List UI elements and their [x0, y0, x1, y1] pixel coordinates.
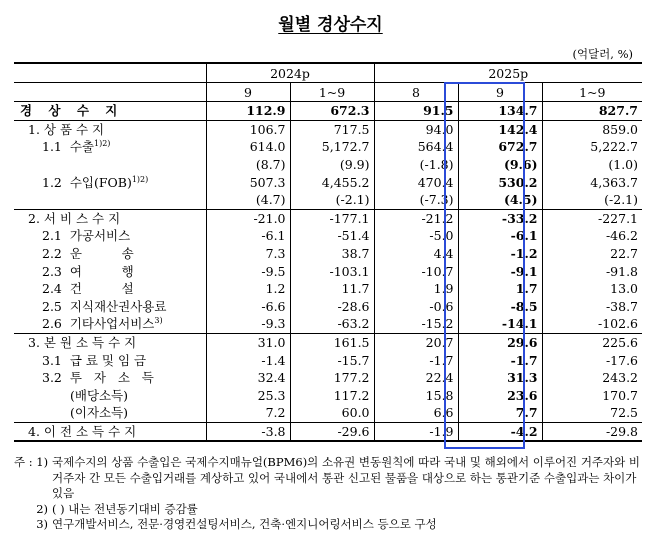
cell-value: 117.2: [290, 387, 374, 405]
row-label: [14, 191, 206, 209]
row-label-text: 1.2 수입(FOB): [42, 174, 132, 190]
row-label: [14, 262, 206, 280]
cell-value: -15.7: [290, 351, 374, 369]
row-label-text: 2.6 기타사업서비스: [42, 316, 155, 332]
cell-value: (-2.1): [290, 191, 374, 209]
cell-value: -6.6: [206, 298, 290, 316]
cell-value: 859.0: [542, 120, 642, 138]
cell-value: (1.0): [542, 156, 642, 174]
footnote-text: 국제수지의 상품 수출입은 국제수지매뉴얼(BPM6)의 소유권 변동원칙에 따라 국내 및 해외에서 이루어진 거주자와 비거주자 간 모든 수출입거래를 계상하고 있어 국내에서 통관 신고된 물품을 대상으로 하는 통관기준 수출입과는 차이가 있음: [52, 455, 641, 500]
cell-value: -21.0: [206, 209, 290, 227]
cell-value: (-7.3): [374, 191, 458, 209]
cell-value: 13.0: [542, 280, 642, 298]
cell-value: 134.7: [458, 102, 542, 121]
row-label: [14, 120, 206, 138]
table-row: [14, 262, 642, 280]
cell-value: -17.6: [542, 351, 642, 369]
row-label: [14, 422, 206, 441]
row-label: [14, 245, 206, 263]
table-row: [14, 369, 642, 387]
cell-value: (9.9): [290, 156, 374, 174]
cell-value: 7.2: [206, 404, 290, 422]
cell-value: 22.4: [374, 369, 458, 387]
cell-value: 23.6: [458, 387, 542, 405]
cell-value: 7.3: [206, 245, 290, 263]
cell-value: -15.2: [374, 315, 458, 333]
footnote-1: [14, 455, 642, 502]
row-label-text: 2.5 지식재산권사용료: [42, 298, 167, 314]
cell-value: -29.6: [290, 422, 374, 441]
footnote-key: 2): [36, 501, 48, 516]
cell-value: 20.7: [374, 333, 458, 351]
cell-value: 5,172.7: [290, 138, 374, 156]
cell-value: -38.7: [542, 298, 642, 316]
current-account-table: [14, 62, 642, 442]
row-label: [14, 404, 206, 422]
footnote-3: [14, 517, 642, 533]
cell-value: -51.4: [290, 227, 374, 245]
cell-value: -33.2: [458, 209, 542, 227]
table-body: [14, 102, 642, 442]
cell-value: 22.7: [542, 245, 642, 263]
row-label: [14, 227, 206, 245]
cell-value: (9.6): [458, 156, 542, 174]
header-blank: [14, 63, 206, 83]
cell-value: -8.5: [458, 298, 542, 316]
row-label-text: 2.3 여 행: [42, 263, 134, 279]
unit-label: (억달러, %): [572, 47, 633, 61]
cell-value: -9.5: [206, 262, 290, 280]
footnote-key: 3): [36, 517, 48, 531]
row-label-text: 2.4 건 설: [42, 281, 134, 297]
cell-value: 6.6: [374, 404, 458, 422]
cell-value: -3.8: [206, 422, 290, 441]
cell-value: 4,363.7: [542, 173, 642, 191]
cell-value: 72.5: [542, 404, 642, 422]
cell-value: -6.1: [458, 227, 542, 245]
footnotes: [14, 455, 642, 533]
footnote-ref: 1)2): [131, 174, 149, 184]
cell-value: -1.2: [458, 245, 542, 263]
cell-value: -4.2: [458, 422, 542, 441]
row-label-text: 2. 서 비 스 수 지: [28, 210, 121, 226]
cell-value: 91.5: [374, 102, 458, 121]
cell-value: 31.3: [458, 369, 542, 387]
table-row: [14, 191, 642, 209]
row-label: [14, 102, 206, 121]
table-row: [14, 351, 642, 369]
cell-value: 672.3: [290, 102, 374, 121]
page-title: 월별 경상수지: [278, 15, 383, 35]
header-col: 9: [206, 83, 290, 102]
cell-value: -21.2: [374, 209, 458, 227]
table-row: [14, 333, 642, 351]
cell-value: -103.1: [290, 262, 374, 280]
header-col: 9: [458, 83, 542, 102]
cell-value: (4.7): [206, 191, 290, 209]
footnote-ref: 1)2): [93, 139, 111, 149]
row-label-text: (배당소득): [70, 387, 129, 403]
cell-value: -227.1: [542, 209, 642, 227]
table-row: [14, 209, 642, 227]
row-label-text: 1.1 수출: [42, 139, 94, 155]
cell-value: -0.6: [374, 298, 458, 316]
table-row: [14, 156, 642, 174]
row-label: [14, 173, 206, 191]
cell-value: -91.8: [542, 262, 642, 280]
cell-value: -9.3: [206, 315, 290, 333]
row-label-text: 2.2 운 송: [42, 246, 134, 262]
cell-value: 4.4: [374, 245, 458, 263]
header-year-2024: 2024p: [206, 63, 374, 83]
cell-value: 29.6: [458, 333, 542, 351]
cell-value: 11.7: [290, 280, 374, 298]
cell-value: 94.0: [374, 120, 458, 138]
cell-value: (-2.1): [542, 191, 642, 209]
table-row: [14, 387, 642, 405]
cell-value: 614.0: [206, 138, 290, 156]
cell-value: 60.0: [290, 404, 374, 422]
table-row: [14, 422, 642, 441]
footnote-key: 주 : 1): [14, 455, 49, 469]
cell-value: 1.2: [206, 280, 290, 298]
cell-value: 564.4: [374, 138, 458, 156]
cell-value: 225.6: [542, 333, 642, 351]
header-row-months: [14, 83, 642, 102]
row-label: [14, 333, 206, 351]
row-label: [14, 298, 206, 316]
table-row: [14, 280, 642, 298]
cell-value: -9.1: [458, 262, 542, 280]
row-label-text: 4. 이 전 소 득 수 지: [28, 423, 137, 439]
header-col: 1~9: [290, 83, 374, 102]
row-label: [14, 351, 206, 369]
header-row-years: [14, 63, 642, 83]
cell-value: (8.7): [206, 156, 290, 174]
cell-value: -46.2: [542, 227, 642, 245]
cell-value: 25.3: [206, 387, 290, 405]
table-row: [14, 404, 642, 422]
cell-value: 31.0: [206, 333, 290, 351]
cell-value: 470.4: [374, 173, 458, 191]
table-row: [14, 245, 642, 263]
cell-value: -102.6: [542, 315, 642, 333]
cell-value: 507.3: [206, 173, 290, 191]
cell-value: 243.2: [542, 369, 642, 387]
cell-value: -1.4: [206, 351, 290, 369]
footnote-text: ( ) 내는 전년동기대비 증감률: [52, 501, 198, 516]
row-label-text: 3.1 급 료 및 임 금: [42, 352, 147, 368]
cell-value: 5,222.7: [542, 138, 642, 156]
row-label-text: (이자소득): [70, 405, 129, 421]
row-label: [14, 156, 206, 174]
cell-value: 38.7: [290, 245, 374, 263]
row-label: [14, 315, 206, 333]
cell-value: -1.9: [374, 422, 458, 441]
cell-value: 4,455.2: [290, 173, 374, 191]
header-year-2025: 2025p: [374, 63, 642, 83]
header-col: 8: [374, 83, 458, 102]
cell-value: -6.1: [206, 227, 290, 245]
cell-value: 142.4: [458, 120, 542, 138]
cell-value: 1.9: [374, 280, 458, 298]
table-row: [14, 173, 642, 191]
footnote-ref: 3): [154, 316, 163, 326]
header-blank: [14, 83, 206, 102]
cell-value: 717.5: [290, 120, 374, 138]
table-row: [14, 102, 642, 121]
cell-value: 170.7: [542, 387, 642, 405]
cell-value: 32.4: [206, 369, 290, 387]
row-label: [14, 209, 206, 227]
row-label-text: 3.2 투 자 소 득: [42, 370, 154, 386]
cell-value: 1.7: [458, 280, 542, 298]
cell-value: -5.0: [374, 227, 458, 245]
table-row: [14, 138, 642, 156]
cell-value: -1.7: [374, 351, 458, 369]
cell-value: -29.8: [542, 422, 642, 441]
row-label-text: 경 상 수 지: [20, 103, 124, 119]
table-row: [14, 298, 642, 316]
row-label: [14, 387, 206, 405]
cell-value: 7.7: [458, 404, 542, 422]
row-label: [14, 369, 206, 387]
table-row: [14, 120, 642, 138]
cell-value: -63.2: [290, 315, 374, 333]
cell-value: -10.7: [374, 262, 458, 280]
cell-value: 112.9: [206, 102, 290, 121]
footnote-text: 연구개발서비스, 전문·경영컨설팅서비스, 건축·엔지니어링서비스 등으로 구성: [52, 517, 437, 531]
row-label-text: 3. 본 원 소 득 수 지: [28, 335, 137, 351]
cell-value: -1.7: [458, 351, 542, 369]
row-label-text: 2.1 가공서비스: [42, 228, 131, 244]
header-col: 1~9: [542, 83, 642, 102]
cell-value: 530.2: [458, 173, 542, 191]
cell-value: (-1.8): [374, 156, 458, 174]
cell-value: 106.7: [206, 120, 290, 138]
cell-value: 161.5: [290, 333, 374, 351]
footnote-2: [14, 502, 642, 518]
cell-value: 177.2: [290, 369, 374, 387]
cell-value: (4.5): [458, 191, 542, 209]
cell-value: 672.7: [458, 138, 542, 156]
cell-value: 827.7: [542, 102, 642, 121]
table-row: [14, 227, 642, 245]
cell-value: 15.8: [374, 387, 458, 405]
row-label: [14, 138, 206, 156]
row-label-text: 1. 상 품 수 지: [28, 121, 105, 137]
cell-value: -28.6: [290, 298, 374, 316]
cell-value: -177.1: [290, 209, 374, 227]
row-label: [14, 280, 206, 298]
cell-value: -14.1: [458, 315, 542, 333]
table-row: [14, 315, 642, 333]
